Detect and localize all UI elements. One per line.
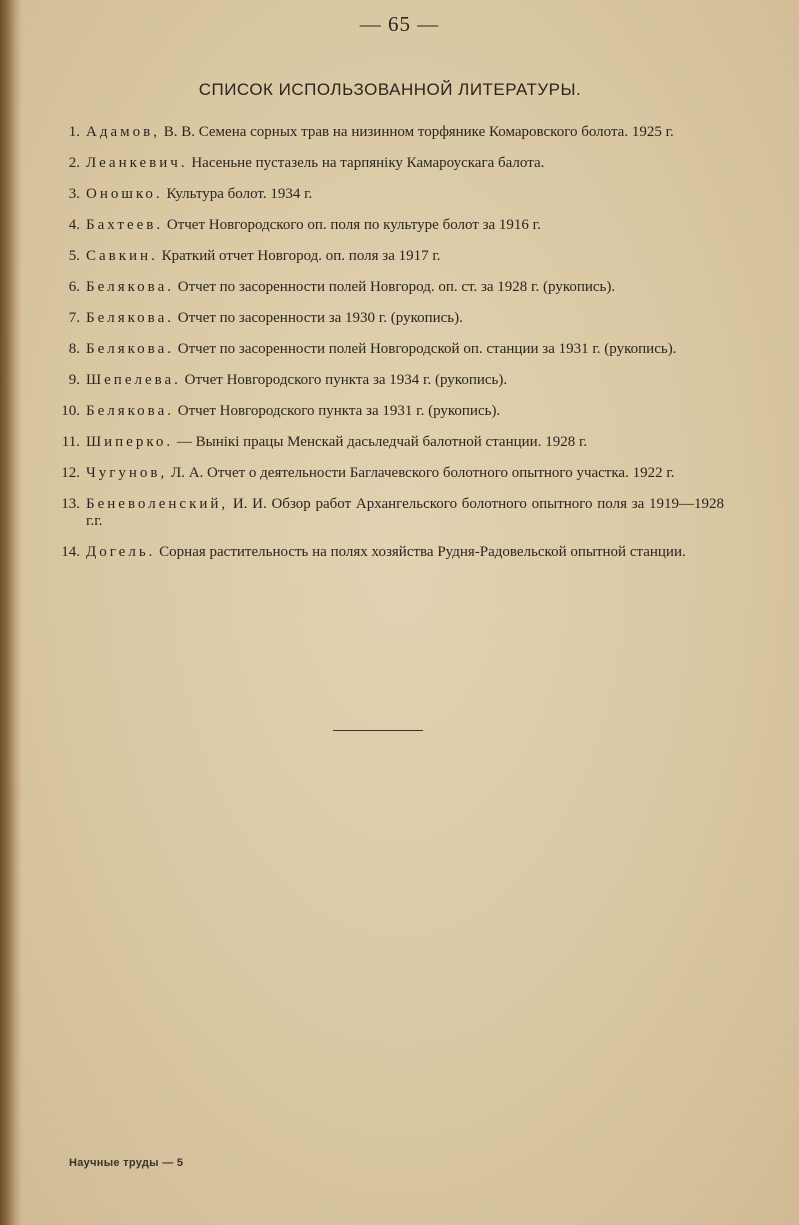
- reference-text: Отчет по засоренности полей Новгород. оп. ст. за 1928 г. (рукопись).: [173, 279, 616, 295]
- reference-item: [44, 341, 724, 358]
- page-number: — 65 —: [359, 12, 440, 36]
- reference-number: 8.: [68, 341, 80, 357]
- reference-item: [44, 310, 724, 327]
- reference-number: 12.: [61, 465, 80, 481]
- reference-number: 1.: [68, 124, 80, 140]
- reference-text: Отчет Новгородского пункта за 1931 г. (рукопись).: [173, 403, 501, 419]
- reference-author: Леанкевич.: [86, 155, 188, 171]
- reference-author: Шиперко.: [86, 434, 174, 450]
- reference-number: 6.: [68, 279, 80, 295]
- reference-text: Культура болот. 1934 г.: [162, 186, 313, 202]
- reference-author: Бахтеев.: [86, 217, 164, 233]
- reference-number: 10.: [61, 403, 80, 419]
- reference-author: Белякова.: [86, 279, 174, 295]
- reference-number: 4.: [68, 217, 80, 233]
- reference-item: [44, 186, 724, 203]
- reference-item: [44, 544, 724, 561]
- reference-text: В. В. Семена сорных трав на низинном торфянике Комаровского болота. 1925 г.: [159, 124, 674, 140]
- reference-text: — Вынікі працы Менскай дасьледчай балотной станции. 1928 г.: [173, 434, 588, 450]
- reference-number: 14.: [61, 544, 80, 560]
- reference-item: [44, 217, 724, 234]
- reference-number: 5.: [68, 248, 80, 264]
- reference-text: Насеньне пустазель на тарпяніку Камароускага балота.: [187, 155, 545, 171]
- reference-number: 2.: [68, 155, 80, 171]
- reference-text: Л. А. Отчет о деятельности Баглачевского болотного опытного участка. 1922 г.: [167, 465, 675, 481]
- page-binding-edge: [0, 0, 22, 1225]
- reference-item: [44, 372, 724, 389]
- reference-item: [44, 403, 724, 420]
- reference-item: [44, 248, 724, 265]
- reference-item: [44, 279, 724, 296]
- reference-text: Отчет Новгородского оп. поля по культуре болот за 1916 г.: [163, 217, 541, 233]
- reference-text: Краткий отчет Новгород. оп. поля за 1917 г.: [157, 248, 441, 264]
- reference-text: Отчет Новгородского пункта за 1934 г. (рукопись).: [180, 372, 508, 388]
- reference-number: 9.: [68, 372, 80, 388]
- reference-item: [44, 465, 724, 482]
- reference-author: Адамов,: [86, 124, 160, 140]
- reference-item: [44, 124, 724, 141]
- footer-signature: Научные труды — 5: [69, 1157, 184, 1169]
- reference-item: [44, 155, 724, 172]
- reference-author: Шепелева.: [86, 372, 181, 388]
- reference-text: Отчет по засоренности за 1930 г. (рукопись).: [173, 310, 463, 326]
- reference-author: Оношко.: [86, 186, 163, 202]
- reference-author: Чугунов,: [86, 465, 168, 481]
- reference-text: Отчет по засоренности полей Новгородской оп. станции за 1931 г. (рукопись).: [173, 341, 677, 357]
- reference-text: Сорная растительность на полях хозяйства Рудня-Радовельской опытной станции.: [155, 544, 686, 560]
- reference-item: [44, 496, 724, 530]
- reference-author: Беневоленский,: [86, 496, 229, 512]
- reference-number: 13.: [61, 496, 80, 512]
- reference-author: Савкин.: [86, 248, 158, 264]
- bibliography-title: СПИСОК ИСПОЛЬЗОВАННОЙ ЛИТЕРАТУРЫ.: [198, 80, 582, 99]
- reference-item: [44, 434, 724, 451]
- section-divider: [333, 730, 423, 731]
- reference-author: Догель.: [86, 544, 156, 560]
- reference-number: 11.: [61, 434, 80, 450]
- reference-list: [44, 124, 724, 561]
- reference-author: Белякова.: [86, 403, 174, 419]
- reference-text: И. И. Обзор работ Архангельского болотного опытного поля за 1919—1928 г.г.: [86, 496, 724, 529]
- reference-number: 7.: [68, 310, 80, 326]
- reference-author: Белякова.: [86, 341, 174, 357]
- reference-number: 3.: [68, 186, 80, 202]
- reference-author: Белякова.: [86, 310, 174, 326]
